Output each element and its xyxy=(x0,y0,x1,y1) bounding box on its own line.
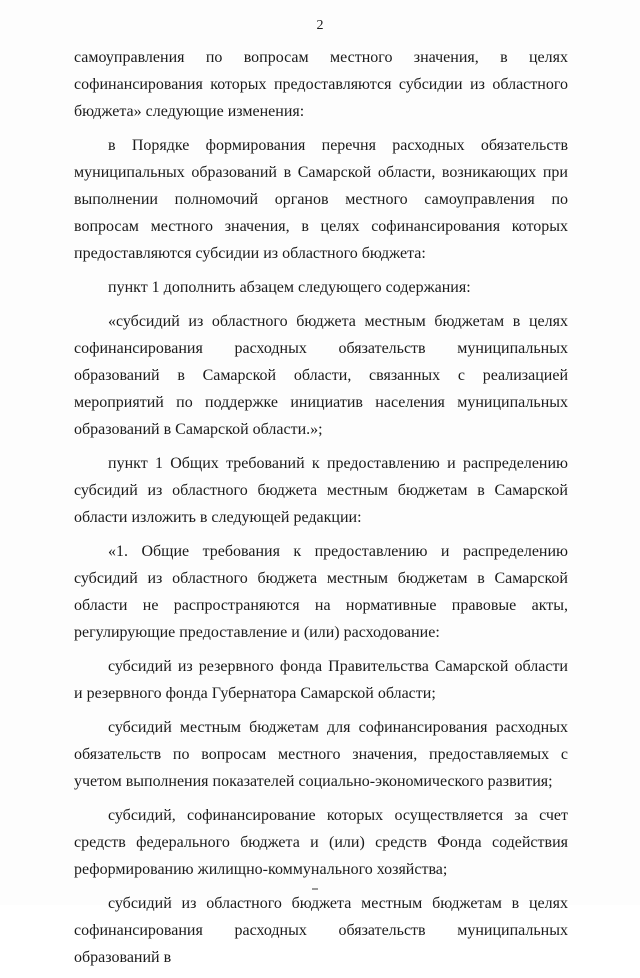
paragraph-3: пункт 1 дополнить абзацем следующего содержания: xyxy=(108,279,471,296)
paragraph-8: субсидий местным бюджетам для софинансирования расходных обязательств по вопросам местного значения, предоставляемых с учетом выполнения показателей социально-экономического развития; xyxy=(74,719,568,790)
paragraph-5: пункт 1 Общих требований к предоставлению и распределению субсидий из областного бюджета местным бюджетам в Самарской области изложить в следующей редакции: xyxy=(74,455,568,526)
paragraph-6: «1. Общие требования к предоставлению и распределению субсидий из областного бюджета местным бюджетам в Самарской области не распространяются на нормативные правовые акты, регулирующие предоставление и (или) расходование: xyxy=(74,543,568,641)
paragraph-1: самоуправления по вопросам местного значения, в целях софинансирования которых предоставляются субсидии из областного бюджета» следующие изменения: xyxy=(74,49,568,120)
paragraph-2: в Порядке формирования перечня расходных обязательств муниципальных образований в Самарской области, возникающих при выполнении полномочий органов местного самоуправления по вопросам местного значения, в целях софинансирования которых предоставляются субсидии из областного бюджета: xyxy=(74,137,568,262)
page-number: 2 xyxy=(316,18,324,33)
paragraph-7: субсидий из резервного фонда Правительства Самарской области и резервного фонда Губернатора Самарской области; xyxy=(74,658,568,702)
paragraph-9: субсидий, софинансирование которых осуществляется за счет средств федерального бюджета и (или) средств Фонда содействия реформированию жилищно-коммунального хозяйства; xyxy=(74,807,568,878)
paragraph-4: «субсидий из областного бюджета местным бюджетам в целях софинансирования расходных обязательств муниципальных образований в Самарской области, связанных с реализацией мероприятий по поддержке инициатив населения муниципальных образований в Самарской области.»; xyxy=(74,313,568,438)
scan-artifact xyxy=(312,888,318,890)
document-body xyxy=(74,44,568,978)
paragraph-10: субсидий из областного бюджета местным бюджетам в целях софинансирования расходных обязательств муниципальных образований в xyxy=(74,895,568,966)
